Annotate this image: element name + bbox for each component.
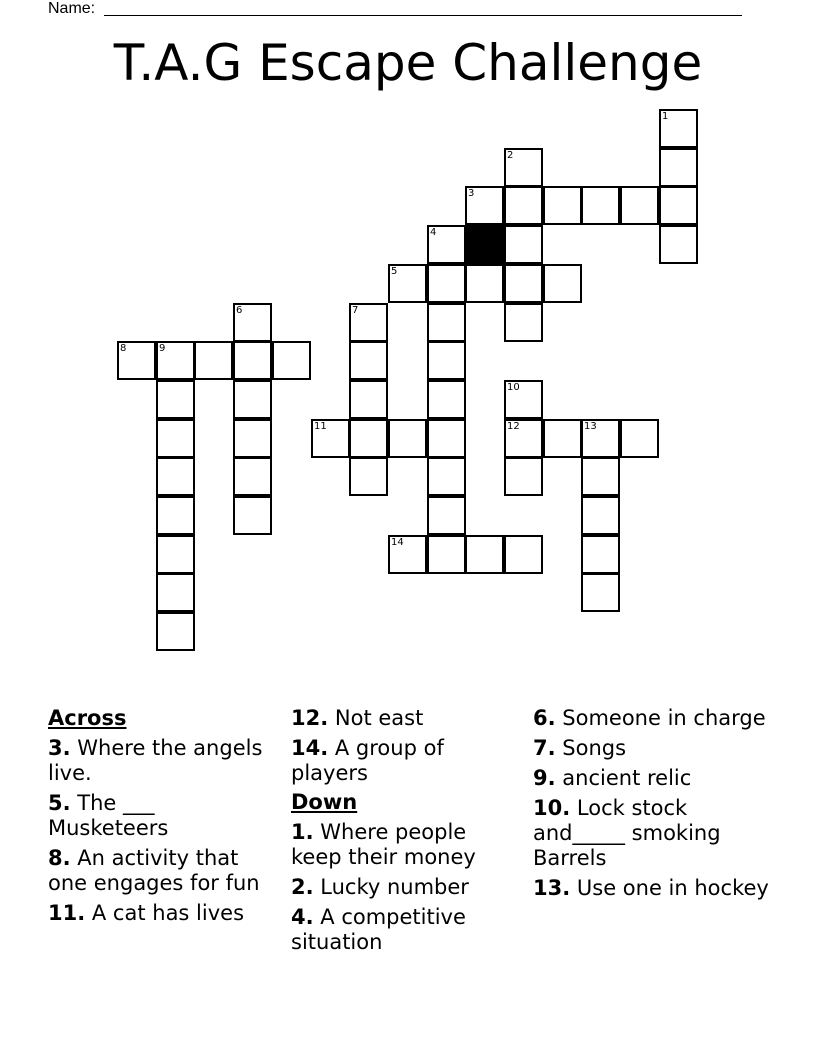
clue-number-label: 9	[159, 343, 166, 354]
grid-cell[interactable]	[156, 573, 195, 612]
clue-number-label: 5	[391, 266, 398, 277]
grid-cell[interactable]	[659, 186, 698, 225]
clue-text: Not east	[334, 706, 424, 730]
clue-column-2	[291, 702, 523, 955]
grid-cell[interactable]	[581, 457, 620, 496]
grid-cell[interactable]	[659, 148, 698, 187]
clue-number: 5.	[48, 791, 71, 815]
grid-cell[interactable]	[194, 341, 233, 380]
grid-cell[interactable]	[581, 496, 620, 535]
grid-cell[interactable]	[233, 380, 272, 419]
clue-down-4	[291, 905, 523, 955]
grid-cell[interactable]	[620, 419, 659, 458]
clue-text: The ___ Musketeers	[48, 791, 169, 840]
clue-number: 8.	[48, 846, 71, 870]
clue-number-label: 13	[584, 421, 597, 432]
clue-number: 2.	[291, 875, 314, 899]
grid-cell[interactable]	[388, 264, 427, 303]
grid-cell[interactable]	[156, 457, 195, 496]
clue-text: Use one in hockey	[576, 876, 769, 900]
grid-cell[interactable]	[427, 341, 466, 380]
grid-cell[interactable]	[465, 186, 504, 225]
grid-cell[interactable]	[620, 186, 659, 225]
grid-cell[interactable]	[156, 380, 195, 419]
grid-cell[interactable]	[233, 303, 272, 342]
grid-cell[interactable]	[388, 535, 427, 574]
grid-cell[interactable]	[388, 419, 427, 458]
clue-down-10	[533, 796, 773, 871]
clue-number-label: 14	[391, 537, 404, 548]
clue-number-label: 8	[120, 343, 127, 354]
grid-cell[interactable]	[349, 303, 388, 342]
grid-cell[interactable]	[233, 341, 272, 380]
grid-cell[interactable]	[311, 419, 350, 458]
grid-cell[interactable]	[427, 225, 466, 264]
clue-number: 10.	[533, 796, 571, 820]
clue-number: 3.	[48, 736, 71, 760]
grid-cell[interactable]	[659, 225, 698, 264]
clue-number-label: 1	[662, 111, 669, 122]
clue-number: 13.	[533, 876, 571, 900]
clue-column-3	[533, 702, 773, 901]
grid-cell[interactable]	[427, 380, 466, 419]
grid-cell[interactable]	[349, 457, 388, 496]
grid-cell[interactable]	[156, 535, 195, 574]
clue-number-label: 12	[507, 421, 520, 432]
grid-cell[interactable]	[581, 573, 620, 612]
clue-down-2	[291, 875, 523, 900]
grid-cell[interactable]	[233, 457, 272, 496]
grid-cell[interactable]	[581, 419, 620, 458]
clue-number-label: 10	[507, 382, 520, 393]
clue-number: 6.	[533, 706, 556, 730]
clue-column-1	[48, 702, 278, 926]
grid-cell[interactable]	[427, 535, 466, 574]
black-square	[465, 225, 504, 264]
clue-number: 7.	[533, 736, 556, 760]
grid-cell[interactable]	[504, 148, 543, 187]
clue-text: ancient relic	[562, 766, 692, 790]
clue-number: 1.	[291, 820, 314, 844]
grid-cell[interactable]	[504, 264, 543, 303]
down-heading: Down	[291, 790, 358, 814]
clue-text: Someone in charge	[562, 706, 766, 730]
grid-cell[interactable]	[156, 419, 195, 458]
grid-cell[interactable]	[233, 496, 272, 535]
grid-cell[interactable]	[659, 109, 698, 148]
clue-text: Lucky number	[320, 875, 469, 899]
clue-down-7	[533, 736, 773, 761]
grid-cell[interactable]	[427, 303, 466, 342]
grid-cell[interactable]	[543, 419, 582, 458]
grid-cell[interactable]	[504, 535, 543, 574]
clue-number-label: 11	[314, 421, 327, 432]
grid-cell[interactable]	[465, 535, 504, 574]
grid-cell[interactable]	[581, 186, 620, 225]
clue-text: A competitive situation	[291, 905, 466, 954]
clue-across-3	[48, 736, 278, 786]
grid-cell[interactable]	[581, 535, 620, 574]
clue-text: Songs	[562, 736, 627, 760]
clue-number: 14.	[291, 736, 329, 760]
clue-text: Lock stock and_____ smoking Barrels	[533, 796, 721, 870]
grid-cell[interactable]	[504, 186, 543, 225]
clue-number-label: 3	[468, 188, 475, 199]
clue-across-8	[48, 846, 278, 896]
grid-cell[interactable]	[349, 341, 388, 380]
clue-text: Where the angels live.	[48, 736, 263, 785]
clue-number: 9.	[533, 766, 556, 790]
grid-cell[interactable]	[427, 496, 466, 535]
clue-across-11	[48, 901, 278, 926]
grid-cell[interactable]	[156, 496, 195, 535]
clue-across-12	[291, 706, 523, 731]
clue-number-label: 2	[507, 150, 514, 161]
clue-across-5	[48, 791, 278, 841]
grid-cell[interactable]	[427, 457, 466, 496]
page-title: T.A.G Escape Challenge	[113, 34, 703, 92]
clue-number: 11.	[48, 901, 86, 925]
grid-cell[interactable]	[543, 264, 582, 303]
grid-cell[interactable]	[504, 380, 543, 419]
grid-cell[interactable]	[427, 264, 466, 303]
clue-number: 12.	[291, 706, 329, 730]
grid-cell[interactable]	[543, 186, 582, 225]
grid-cell[interactable]	[504, 419, 543, 458]
across-heading: Across	[48, 706, 127, 730]
clue-number: 4.	[291, 905, 314, 929]
clue-text: A group of players	[291, 736, 444, 785]
grid-cell[interactable]	[504, 457, 543, 496]
grid-cell[interactable]	[349, 380, 388, 419]
clue-number-label: 7	[352, 305, 359, 316]
grid-cell[interactable]	[156, 341, 195, 380]
grid-cell[interactable]	[156, 612, 195, 651]
clue-down-1	[291, 820, 523, 870]
grid-cell[interactable]	[504, 225, 543, 264]
clue-down-9	[533, 766, 773, 791]
name-label: Name:	[48, 0, 96, 17]
clue-text: Where people keep their money	[291, 820, 476, 869]
clue-text: An activity that one engages for fun	[48, 846, 260, 895]
grid-cell[interactable]	[233, 419, 272, 458]
clue-number-label: 4	[430, 227, 437, 238]
grid-cell[interactable]	[349, 419, 388, 458]
grid-cell[interactable]	[504, 303, 543, 342]
clue-down-6	[533, 706, 773, 731]
clue-text: A cat has lives	[91, 901, 245, 925]
clue-across-14	[291, 736, 523, 786]
grid-cell[interactable]	[117, 341, 156, 380]
grid-cell[interactable]	[272, 341, 311, 380]
grid-cell[interactable]	[427, 419, 466, 458]
clue-down-13	[533, 876, 773, 901]
clue-number-label: 6	[236, 305, 243, 316]
grid-cell[interactable]	[465, 264, 504, 303]
